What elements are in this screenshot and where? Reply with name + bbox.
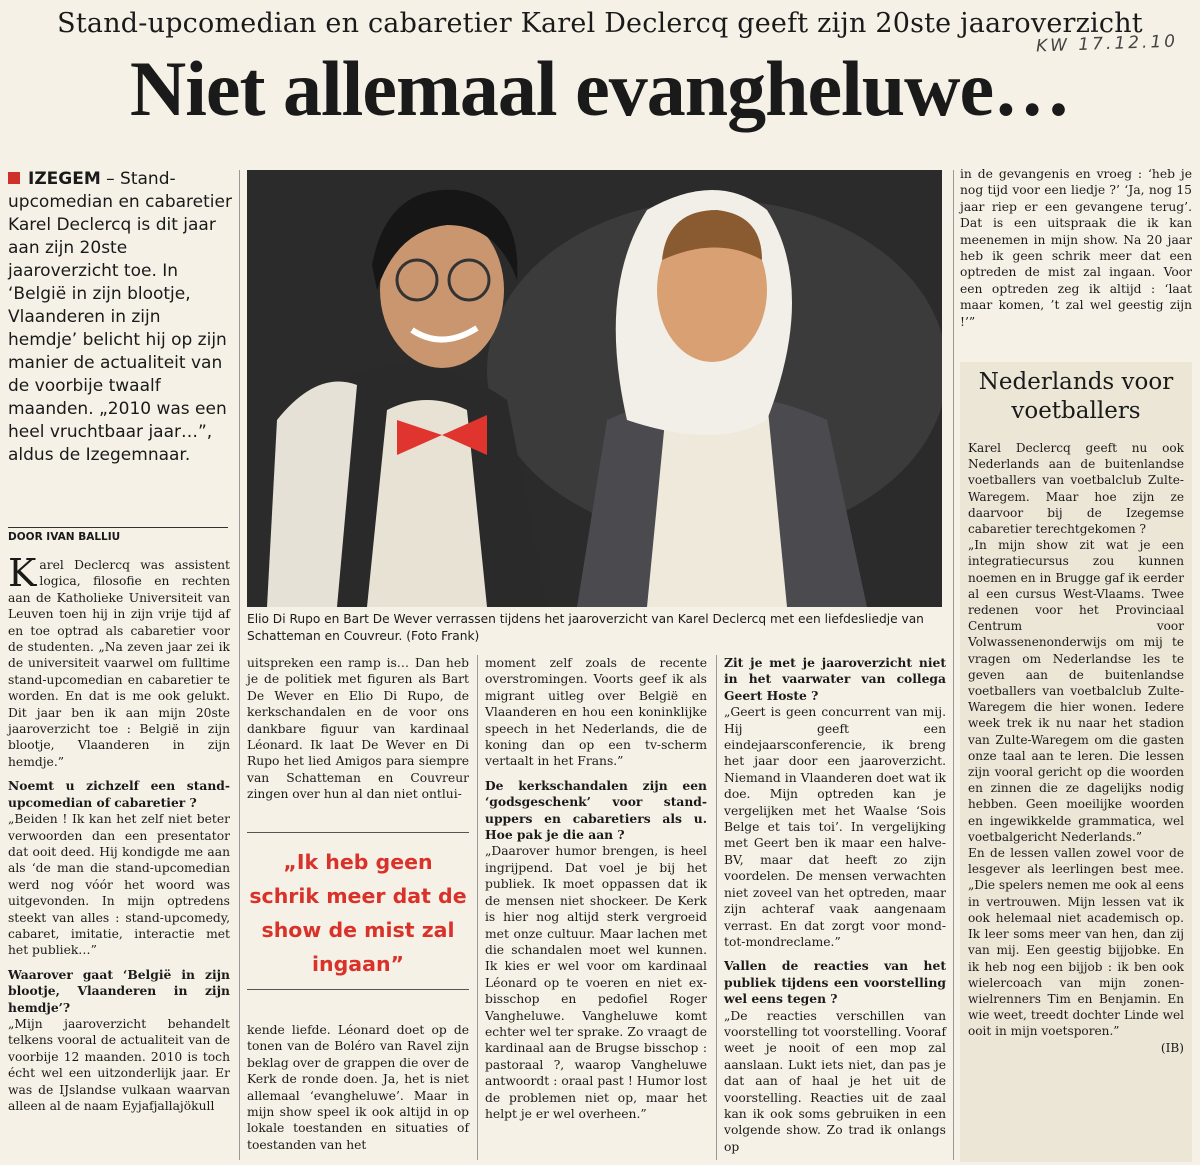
col3-paragraph: moment zelf zoals de recente overstromingen. Voorts geef ik als migrant uitleg over België en Vlaanderen en hou een koninklijke speech in het Nederlands, die de koning dan op een tv-scherm vertaalt in het Frans.”: [485, 656, 707, 769]
sidebar-paragraph: „In mijn show zit wat je een integratiecursus zou kunnen noemen en in Brugge gaf ik eerder al een cursus West-Vlaams. Twee redenen voor het Provinciaal Centrum voor Volwassenenonderwijs om mij te vragen om Nederlandse les te geven aan de buitenlandse voetballers van voetbalclub Zulte-Waregem die hier wonen. Iedere week trek ik nu naar het stadion van Zulte-Waregem om die gasten onze taal aan te leren. Die lessen zijn vooral gericht op die woorden en zinnen die ze dagelijks nodig hebben. Geen moeilijke woorden en ingewikkelde grammatica, wel voetbalgericht Nederlands.”: [968, 538, 1184, 844]
question: Zit je met je jaaroverzicht niet in het vaarwater van collega Geert Hoste ?: [724, 655, 946, 703]
col1-paragraph: arel Declercq was assistent logica, filosofie en rechten aan de Katholieke Universiteit van Leuven toen hij in zijn vrije tijd af en toe optrad als cabaretier voor de studenten. „Na zeven jaar zei ik de universiteit vaarwel om fulltime stand-upcomedian en cabaretier te worden. En dat is me ook gelukt. Dit jaar ben ik aan mijn 20ste jaaroverzicht toe : België in zijn blootje, Vlaanderen in zijn hemdje.”: [8, 558, 230, 769]
column-divider: [239, 170, 240, 1160]
article-photo: [247, 170, 942, 607]
col2-paragraph: kende liefde. Léonard doet op de tonen van de Boléro van Ravel zijn beklag over de grappen die over de Kerk de ronde doen. Ja, het is niet allemaal ‘evangheluwe’. Maar in mijn show speel ik ook altijd in op lokale toestanden en situaties of toestanden van het: [247, 1023, 469, 1152]
column-2-bottom: [247, 1022, 469, 1153]
col5-paragraph: in de gevangenis en vroeg : ‘heb je nog tijd voor een liedje ?’ ‘Ja, nog 15 jaar riep er een gevangene terug’. Dat is een uitspraak die ik kan meenemen in mijn show. Na 20 jaar heb ik geen schrik meer dat een optreden de mist zal ingaan. Voor een optreden zeg ik altijd : ‘laat maar komen, ’t zal wel geestig zijn !’”: [960, 167, 1192, 329]
lead-paragraph: [8, 168, 233, 467]
answer: „Geert is geen concurrent van mij. Hij geeft een eindejaarsconferencie, ik breng het jaar door een jaaroverzicht. Niemand in Vlaanderen doet wat ik doe. Mijn optreden kan je vergelijken met het Waalse ‘Sois Belge et tais toi’. In vergelijking met Geert ben ik maar een halve-BV, maar dat heeft zo zijn voordelen. De mensen verwachten niet zoveel van het optreden, maar zijn achteraf vaak aangenaam verrast. En dat zorgt voor mond-tot-mondreclame.”: [724, 705, 946, 949]
answer: „De reacties verschillen van voorstelling tot voorstelling. Vooraf weet je nooit of een mop zal aanslaan. Lukt iets niet, dan pas je dat aan of haal je het uit de voorstelling. Reacties uit de zaal kan ik ook soms gebruiken in een volgende show. Zo trad ik onlangs op: [724, 1008, 946, 1154]
column-1: [8, 551, 230, 1114]
question: Noemt u zichzelf een stand-upcomedian of cabaretier ?: [8, 778, 230, 810]
sidebar-title: Nederlands voor voetballers: [978, 369, 1174, 424]
headline: Niet allemaal evangheluwe…: [129, 45, 1071, 132]
answer: „Beiden ! Ik kan het zelf niet beter verwoorden dan een presentator dat ooit deed. Hij kondigde me aan als ‘de man die stand-upcomedian werd nog vóór het woord was uitgevonden. In mijn optredens steekt van alles : stand-upcomedy, cabaret, imitatie, interactie met het publiek…”: [8, 812, 230, 958]
sidebar-paragraph: Karel Declercq geeft nu ook Nederlands aan de buitenlandse voetballers van voetbalclub Zulte-Waregem. Maar hoe zijn ze daarvoor bij de Izegemse cabaretier terechtgekomen ?: [968, 441, 1184, 537]
sidebar-paragraph: En de lessen vallen zowel voor de lesgever als leerlingen best mee. „Die spelers nemen me ook al eens in vertrouwen. Mijn lessen vat ik ook helemaal niet academisch op. Ik leer soms meer van hen, dan zij van mij. Een geestig bijjobke. En ik heb nog een bijjob : ik ben ook wielercoach van mijn zonen-wielrenners Tim en Benjamin. En wie weet, treedt dochter Linde wel ooit in mijn voetsporen.”: [968, 846, 1184, 1039]
sidebar-body: [968, 440, 1184, 1056]
drop-cap: K: [8, 551, 37, 595]
answer: „Daarover humor brengen, is heel ingrijpend. Dat voel je bij het publiek. Ik moet oppassen dat ik de mensen niet shockeer. De Kerk is hier nog altijd sterk vergroeid met onze cultuur. Maar lachen met die schandalen moet wel kunnen. Ik kies er wel voor om kardinaal Léonard op te voeren en niet ex-bisschop en pedofiel Roger Vangheluwe. Vangheluwe komt echter wel ter sprake. Zo vraagt de kardinaal aan de Brugse bisschop : pastoraal ?, waarop Vangheluwe antwoordt : oraal past ! Humor lost de problemen niet op, maar het helpt je er wel overheen.”: [485, 844, 707, 1121]
question: De kerkschandalen zijn een ‘godsgeschenk’ voor stand-uppers en cabaretiers als u. Hoe pak je die aan ?: [485, 777, 707, 843]
question: Vallen de reacties van het publiek tijdens een voorstelling wel eens tegen ?: [724, 958, 946, 1007]
column-4: [724, 655, 946, 1155]
sidebar-signature: (IB): [1160, 1040, 1184, 1055]
byline: DOOR IVAN BALLIU: [8, 527, 228, 543]
pull-quote: „Ik heb geen schrik meer dat de show de mist zal ingaan”: [247, 832, 469, 990]
photo-caption: Elio Di Rupo en Bart De Wever verrassen tijdens het jaaroverzicht van Karel Declercq met een liefdesliedje van Schatteman en Couvreur. (Foto Frank): [247, 612, 924, 643]
column-divider: [716, 655, 717, 1160]
photo-illustration: [247, 170, 942, 607]
lead-text: – Stand-upcomedian en cabaretier Karel Declercq is dit jaar aan zijn 20ste jaaroverzicht toe. In ‘België in zijn blootje, Vlaanderen in zijn hemdje’ belicht hij op zijn manier de actualiteit van de voorbije twaalf maanden. „2010 was een heel vruchtbaar jaar…”, aldus de Izegemnaar.: [8, 169, 232, 465]
question: Waarover gaat ‘België in zijn blootje, Vlaanderen in zijn hemdje’?: [8, 966, 230, 1015]
red-square-icon: [8, 172, 20, 184]
column-divider: [477, 655, 478, 1160]
answer: „Mijn jaaroverzicht behandelt telkens vooral de actualiteit van de voorbije 12 maanden. 2010 is toch écht wel een uitzonderlijk jaar. Er was de IJslandse vulkaan waarvan alleen al de naam Eyjafjallajökull: [8, 1016, 230, 1113]
col2-paragraph: uitspreken een ramp is… Dan heb je de politiek met figuren als Bart De Wever en Elio Di Rupo, de kerkschandalen en de voor ons dankbare figuur van kardinaal Léonard. Ik laat De Wever en Di Rupo het lied Amigos para siempre van Schatteman en Couvreur zingen over hun al dan niet ontlui-: [247, 656, 469, 802]
kicker: Stand-upcomedian en cabaretier Karel Declercq geeft zijn 20ste jaaroverzicht: [57, 8, 1143, 39]
column-2-top: [247, 655, 469, 803]
column-3: [485, 655, 707, 1122]
column-divider: [953, 170, 954, 1160]
lead-place: IZEGEM: [28, 169, 101, 189]
column-5: [960, 166, 1192, 330]
handwritten-date: KW 17.12.10: [1035, 31, 1179, 57]
